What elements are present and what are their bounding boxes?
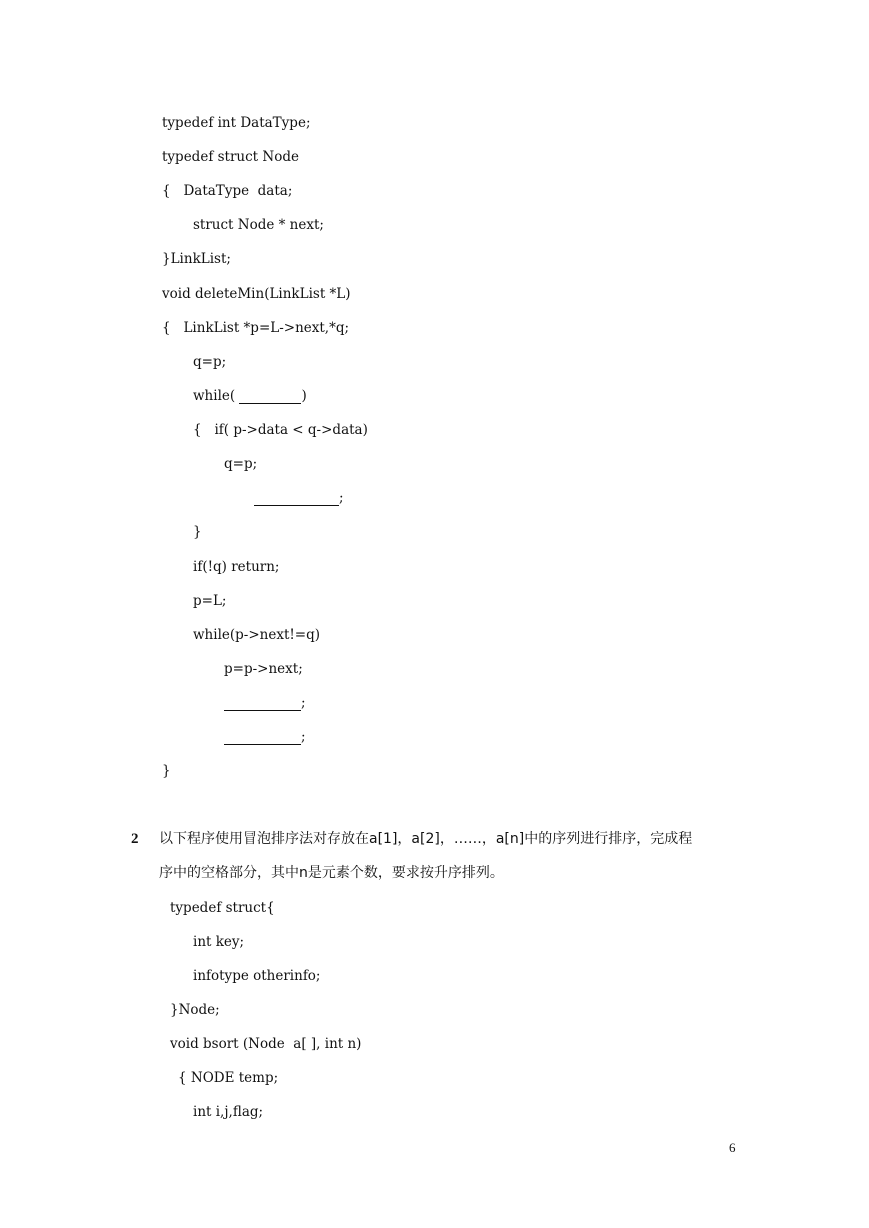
code-text: ;	[339, 490, 344, 506]
code-line: while(p->next!=q)	[193, 627, 321, 643]
code-line: }	[193, 524, 202, 540]
code-line: typedef struct Node	[162, 149, 299, 165]
code-line: p=L;	[193, 593, 227, 609]
code-line: if(!q) return;	[193, 559, 280, 575]
code-line: }Node;	[170, 1002, 220, 1018]
code-line-with-blank	[193, 388, 307, 404]
fill-blank	[254, 491, 339, 506]
code-line: }LinkList;	[162, 251, 231, 267]
code-line: q=p;	[224, 456, 258, 472]
code-line: typedef struct{	[170, 900, 275, 916]
code-line-with-blank	[224, 695, 306, 711]
code-text: ;	[301, 695, 306, 711]
code-line: int i,j,flag;	[193, 1104, 264, 1120]
code-line: typedef int DataType;	[162, 115, 311, 131]
code-line: q=p;	[193, 354, 227, 370]
code-line: void deleteMin(LinkList *L)	[162, 286, 351, 302]
fill-blank	[239, 389, 301, 404]
fill-blank	[224, 730, 301, 745]
code-line: p=p->next;	[224, 661, 303, 677]
code-line: { LinkList *p=L->next,*q;	[162, 320, 350, 336]
code-line-with-blank	[224, 729, 306, 745]
fill-blank	[224, 696, 301, 711]
code-line: struct Node * next;	[193, 217, 324, 233]
question-number: 2	[131, 831, 139, 847]
question-text: 以下程序使用冒泡排序法对存放在a[1]，a[2]，……，a[n]中的序列进行排序，完成程	[159, 831, 693, 847]
code-line: infotype otherinfo;	[193, 968, 321, 984]
code-text: ;	[301, 729, 306, 745]
code-line: int key;	[193, 934, 245, 950]
code-text: )	[301, 388, 307, 404]
question-text: 序中的空格部分，其中n是元素个数，要求按升序排列。	[159, 865, 504, 881]
code-line: { if( p->data < q->data)	[193, 422, 368, 438]
page-number: 6	[729, 1140, 736, 1155]
code-line: }	[162, 763, 171, 779]
code-text: while(	[193, 388, 240, 404]
code-line: { NODE temp;	[178, 1070, 279, 1086]
code-line: { DataType data;	[162, 183, 293, 199]
code-line: void bsort (Node a[ ], int n)	[170, 1036, 362, 1052]
code-line-with-blank	[254, 490, 344, 506]
